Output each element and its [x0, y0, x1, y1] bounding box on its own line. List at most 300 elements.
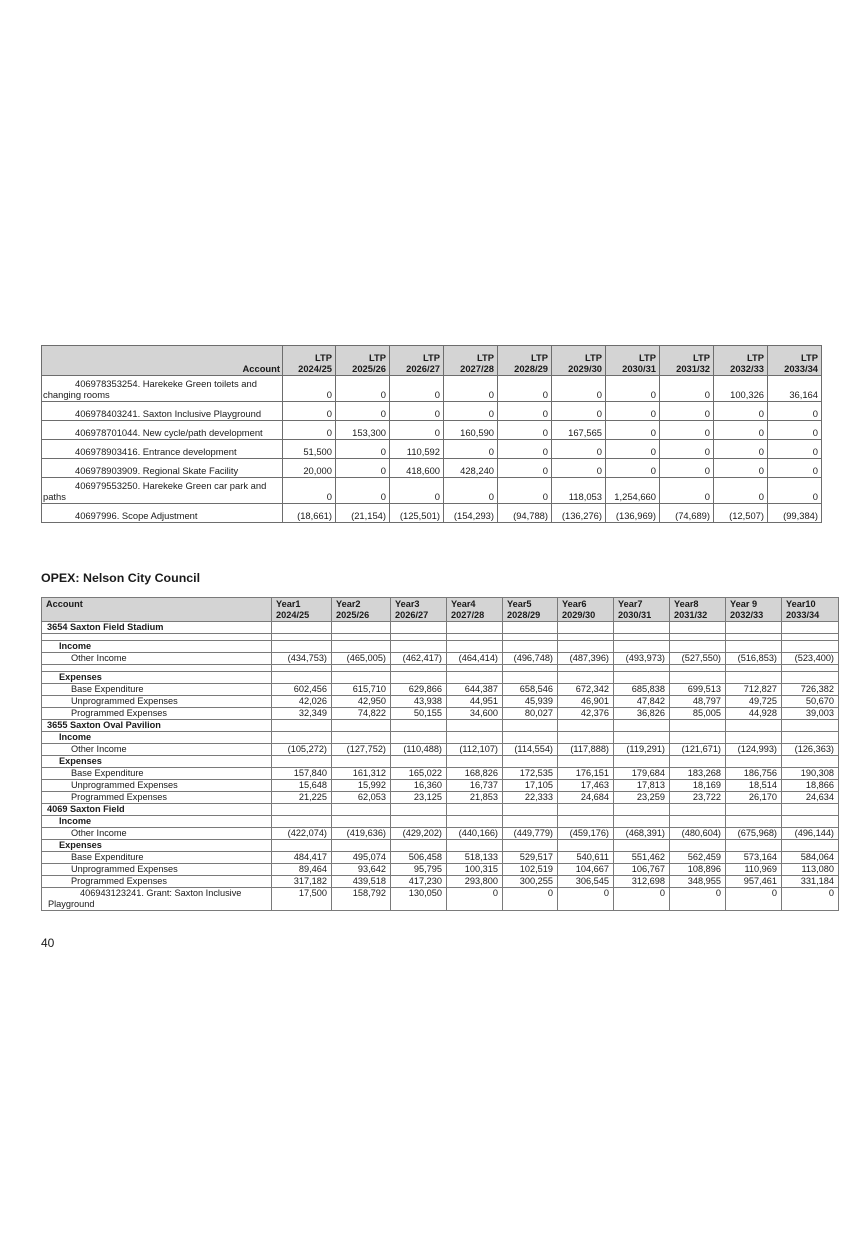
opex-value-cell [558, 732, 614, 744]
opex-header-year: Year1 2024/25 [272, 598, 332, 622]
opex-value-cell: 629,866 [391, 684, 447, 696]
opex-value-cell [670, 672, 726, 684]
capex-account-cell: 40697996. Scope Adjustment [42, 504, 283, 523]
capex-row [42, 440, 822, 459]
opex-value-cell: 157,840 [272, 768, 332, 780]
opex-value-cell: (117,888) [558, 744, 614, 756]
opex-value-cell [447, 804, 503, 816]
opex-label-cell: Other Income [42, 828, 272, 840]
opex-value-cell [503, 634, 558, 641]
opex-header-year: Year6 2029/30 [558, 598, 614, 622]
opex-value-cell [782, 641, 839, 653]
opex-value-cell: (487,396) [558, 653, 614, 665]
opex-value-cell: 100,315 [447, 864, 503, 876]
opex-value-cell [391, 804, 447, 816]
opex-row-grp [42, 840, 839, 852]
opex-value-cell [391, 720, 447, 732]
opex-value-cell: 18,866 [782, 780, 839, 792]
opex-value-cell [447, 665, 503, 672]
opex-value-cell [558, 622, 614, 634]
capex-value-cell: 0 [283, 376, 336, 402]
opex-value-cell [670, 622, 726, 634]
opex-value-cell [726, 732, 782, 744]
capex-value-cell: 418,600 [390, 459, 444, 478]
opex-value-cell: 300,255 [503, 876, 558, 888]
opex-section-heading: OPEX: Nelson City Council [41, 571, 201, 585]
opex-value-cell [391, 641, 447, 653]
capex-value-cell: (136,276) [552, 504, 606, 523]
opex-value-cell [782, 634, 839, 641]
opex-value-cell: 106,767 [614, 864, 670, 876]
opex-value-cell: 17,105 [503, 780, 558, 792]
opex-value-cell: 699,513 [670, 684, 726, 696]
capex-header-year: LTP 2026/27 [390, 346, 444, 376]
opex-header-year: Year7 2030/31 [614, 598, 670, 622]
opex-value-cell [726, 622, 782, 634]
capex-header-year: LTP 2025/26 [336, 346, 390, 376]
opex-value-cell [503, 732, 558, 744]
opex-value-cell: 658,546 [503, 684, 558, 696]
opex-value-cell: 89,464 [272, 864, 332, 876]
capex-value-cell: 0 [714, 478, 768, 504]
opex-value-cell: 672,342 [558, 684, 614, 696]
opex-value-cell: 95,795 [391, 864, 447, 876]
opex-value-cell: 0 [782, 888, 839, 911]
opex-header-year: Year4 2027/28 [447, 598, 503, 622]
opex-table [41, 597, 839, 911]
opex-value-cell [782, 720, 839, 732]
opex-header-year: Year3 2026/27 [391, 598, 447, 622]
opex-value-cell: 495,074 [332, 852, 391, 864]
opex-value-cell: 312,698 [614, 876, 670, 888]
opex-value-cell [726, 720, 782, 732]
capex-value-cell: 0 [768, 421, 822, 440]
opex-value-cell [272, 732, 332, 744]
opex-value-cell [447, 732, 503, 744]
capex-value-cell: 0 [498, 376, 552, 402]
opex-value-cell [558, 665, 614, 672]
capex-account-cell: 406978353254. Harekeke Green toilets and changing rooms [42, 376, 283, 402]
capex-value-cell: 0 [768, 440, 822, 459]
opex-value-cell [391, 665, 447, 672]
opex-row-it [42, 684, 839, 696]
opex-value-cell: 15,648 [272, 780, 332, 792]
opex-value-cell: 42,950 [332, 696, 391, 708]
opex-header-year: Year8 2031/32 [670, 598, 726, 622]
capex-header-account: Account [42, 346, 283, 376]
opex-label-cell: Base Expenditure [42, 852, 272, 864]
opex-value-cell: 165,022 [391, 768, 447, 780]
capex-header-year: LTP 2032/33 [714, 346, 768, 376]
opex-value-cell [503, 840, 558, 852]
opex-value-cell: 110,969 [726, 864, 782, 876]
capex-value-cell: 0 [336, 440, 390, 459]
opex-value-cell [726, 840, 782, 852]
opex-value-cell: 0 [726, 888, 782, 911]
capex-value-cell: 0 [498, 421, 552, 440]
opex-value-cell: 62,053 [332, 792, 391, 804]
opex-header-year: Year 9 2032/33 [726, 598, 782, 622]
opex-value-cell [782, 816, 839, 828]
capex-value-cell: 0 [714, 440, 768, 459]
capex-value-cell: 153,300 [336, 421, 390, 440]
capex-header-year: LTP 2028/29 [498, 346, 552, 376]
opex-label-cell: Programmed Expenses [42, 708, 272, 720]
opex-value-cell [272, 756, 332, 768]
capex-value-cell: (12,507) [714, 504, 768, 523]
capex-account-cell: 406978903416. Entrance development [42, 440, 283, 459]
opex-value-cell: 50,155 [391, 708, 447, 720]
opex-value-cell: 0 [503, 888, 558, 911]
opex-value-cell: (114,554) [503, 744, 558, 756]
opex-value-cell [447, 720, 503, 732]
opex-value-cell: 17,463 [558, 780, 614, 792]
capex-value-cell: 100,326 [714, 376, 768, 402]
opex-value-cell [503, 804, 558, 816]
opex-value-cell: 85,005 [670, 708, 726, 720]
capex-row [42, 402, 822, 421]
opex-row-it [42, 708, 839, 720]
opex-value-cell: 186,756 [726, 768, 782, 780]
opex-value-cell [782, 804, 839, 816]
opex-value-cell: 18,169 [670, 780, 726, 792]
opex-value-cell: 50,670 [782, 696, 839, 708]
opex-value-cell: 602,456 [272, 684, 332, 696]
opex-value-cell: (468,391) [614, 828, 670, 840]
opex-value-cell: (459,176) [558, 828, 614, 840]
opex-value-cell [332, 641, 391, 653]
opex-value-cell [272, 804, 332, 816]
opex-value-cell: 23,722 [670, 792, 726, 804]
opex-value-cell: 17,500 [272, 888, 332, 911]
capex-value-cell: 167,565 [552, 421, 606, 440]
opex-value-cell [726, 665, 782, 672]
opex-value-cell: (419,636) [332, 828, 391, 840]
capex-account-cell: 406978403241. Saxton Inclusive Playground [42, 402, 283, 421]
opex-value-cell [726, 816, 782, 828]
opex-value-cell: (126,363) [782, 744, 839, 756]
opex-value-cell [726, 634, 782, 641]
opex-value-cell: 293,800 [447, 876, 503, 888]
opex-value-cell: (429,202) [391, 828, 447, 840]
capex-value-cell: 0 [444, 402, 498, 421]
opex-value-cell [614, 622, 670, 634]
opex-value-cell: 42,026 [272, 696, 332, 708]
capex-value-cell: (21,154) [336, 504, 390, 523]
opex-row-gap [42, 665, 839, 672]
opex-row-grp [42, 672, 839, 684]
capex-value-cell: 0 [660, 440, 714, 459]
opex-value-cell: 46,901 [558, 696, 614, 708]
opex-value-cell: 176,151 [558, 768, 614, 780]
opex-value-cell [332, 804, 391, 816]
opex-value-cell [670, 665, 726, 672]
opex-label-cell: Income [42, 641, 272, 653]
opex-value-cell: 130,050 [391, 888, 447, 911]
capex-value-cell: 0 [660, 421, 714, 440]
opex-value-cell: 23,125 [391, 792, 447, 804]
opex-value-cell: 18,514 [726, 780, 782, 792]
capex-value-cell: 0 [390, 421, 444, 440]
opex-value-cell [272, 672, 332, 684]
opex-value-cell [272, 622, 332, 634]
opex-row-grp [42, 641, 839, 653]
opex-value-cell: (675,968) [726, 828, 782, 840]
opex-label-cell: Base Expenditure [42, 768, 272, 780]
capex-value-cell: 20,000 [283, 459, 336, 478]
opex-value-cell: 43,938 [391, 696, 447, 708]
opex-value-cell [558, 672, 614, 684]
capex-value-cell: 0 [390, 402, 444, 421]
opex-label-cell: Income [42, 816, 272, 828]
opex-value-cell: 685,838 [614, 684, 670, 696]
opex-label-cell: Programmed Expenses [42, 876, 272, 888]
opex-value-cell [272, 665, 332, 672]
capex-header-year: LTP 2033/34 [768, 346, 822, 376]
capex-header-year: LTP 2027/28 [444, 346, 498, 376]
opex-value-cell: 584,064 [782, 852, 839, 864]
capex-value-cell: 0 [283, 421, 336, 440]
opex-value-cell: 562,459 [670, 852, 726, 864]
opex-label-cell: 3655 Saxton Oval Pavilion [42, 720, 272, 732]
opex-value-cell: 0 [447, 888, 503, 911]
capex-table [41, 345, 822, 523]
opex-value-cell [391, 672, 447, 684]
opex-value-cell [391, 816, 447, 828]
capex-value-cell: 0 [336, 402, 390, 421]
capex-value-cell: 0 [660, 459, 714, 478]
opex-value-cell [332, 634, 391, 641]
capex-value-cell: 0 [606, 459, 660, 478]
opex-row-it [42, 828, 839, 840]
opex-value-cell [670, 732, 726, 744]
opex-value-cell [614, 672, 670, 684]
opex-value-cell: 179,684 [614, 768, 670, 780]
opex-value-cell: 26,170 [726, 792, 782, 804]
capex-value-cell: 51,500 [283, 440, 336, 459]
opex-value-cell [332, 732, 391, 744]
opex-value-cell [447, 816, 503, 828]
opex-value-cell: 108,896 [670, 864, 726, 876]
opex-label-cell [42, 665, 272, 672]
opex-value-cell [782, 672, 839, 684]
opex-value-cell [503, 641, 558, 653]
opex-value-cell [670, 816, 726, 828]
capex-value-cell: (125,501) [390, 504, 444, 523]
opex-value-cell [332, 840, 391, 852]
capex-value-cell: 0 [660, 478, 714, 504]
opex-value-cell: (434,753) [272, 653, 332, 665]
opex-value-cell: 49,725 [726, 696, 782, 708]
opex-row-it [42, 852, 839, 864]
opex-value-cell: 17,813 [614, 780, 670, 792]
opex-value-cell: 506,458 [391, 852, 447, 864]
opex-value-cell [614, 756, 670, 768]
capex-value-cell: 0 [768, 459, 822, 478]
opex-value-cell [614, 732, 670, 744]
opex-value-cell [670, 840, 726, 852]
opex-header-row [42, 598, 839, 622]
opex-header-year: Year2 2025/26 [332, 598, 391, 622]
capex-value-cell: 0 [552, 440, 606, 459]
opex-label-cell: Other Income [42, 744, 272, 756]
opex-value-cell [782, 840, 839, 852]
opex-value-cell: 16,360 [391, 780, 447, 792]
opex-value-cell [558, 720, 614, 732]
capex-value-cell: 0 [498, 402, 552, 421]
page-number: 40 [41, 936, 55, 950]
opex-value-cell: 551,462 [614, 852, 670, 864]
opex-value-cell [447, 641, 503, 653]
opex-value-cell [614, 816, 670, 828]
opex-value-cell: 183,268 [670, 768, 726, 780]
opex-row-sec [42, 720, 839, 732]
capex-value-cell: 1,254,660 [606, 478, 660, 504]
opex-label-cell: 3654 Saxton Field Stadium [42, 622, 272, 634]
capex-value-cell: 0 [390, 478, 444, 504]
opex-value-cell: 42,376 [558, 708, 614, 720]
opex-value-cell: (464,414) [447, 653, 503, 665]
opex-value-cell [614, 720, 670, 732]
opex-row-it [42, 876, 839, 888]
opex-value-cell [503, 816, 558, 828]
capex-value-cell: 0 [552, 402, 606, 421]
capex-value-cell: 0 [444, 478, 498, 504]
capex-value-cell: 0 [606, 440, 660, 459]
capex-value-cell: 0 [768, 478, 822, 504]
opex-value-cell [558, 816, 614, 828]
opex-header-account: Account [42, 598, 272, 622]
opex-row-sec [42, 622, 839, 634]
opex-value-cell [614, 840, 670, 852]
capex-header-year: LTP 2029/30 [552, 346, 606, 376]
opex-value-cell: (523,400) [782, 653, 839, 665]
opex-value-cell: (119,291) [614, 744, 670, 756]
opex-row-it [42, 768, 839, 780]
capex-value-cell: 0 [768, 402, 822, 421]
capex-value-cell: (74,689) [660, 504, 714, 523]
opex-value-cell: 573,164 [726, 852, 782, 864]
opex-row-it [42, 696, 839, 708]
capex-value-cell: 0 [444, 440, 498, 459]
opex-value-cell [391, 634, 447, 641]
opex-value-cell: 484,417 [272, 852, 332, 864]
opex-value-cell [614, 634, 670, 641]
opex-value-cell [332, 720, 391, 732]
capex-value-cell: 0 [606, 376, 660, 402]
opex-value-cell [391, 732, 447, 744]
opex-row-it [42, 653, 839, 665]
opex-label-cell: Base Expenditure [42, 684, 272, 696]
capex-value-cell: 0 [498, 478, 552, 504]
opex-value-cell: 0 [670, 888, 726, 911]
opex-value-cell [782, 732, 839, 744]
opex-value-cell [782, 622, 839, 634]
capex-value-cell: 0 [714, 402, 768, 421]
opex-value-cell: 39,003 [782, 708, 839, 720]
opex-value-cell [558, 634, 614, 641]
capex-value-cell: 110,592 [390, 440, 444, 459]
opex-row-it [42, 780, 839, 792]
opex-value-cell: (462,417) [391, 653, 447, 665]
opex-value-cell [503, 720, 558, 732]
opex-value-cell: 15,992 [332, 780, 391, 792]
capex-value-cell: 0 [498, 440, 552, 459]
opex-value-cell [332, 816, 391, 828]
opex-value-cell: 113,080 [782, 864, 839, 876]
capex-value-cell: 0 [283, 402, 336, 421]
opex-value-cell: 23,259 [614, 792, 670, 804]
capex-value-cell: 0 [336, 478, 390, 504]
opex-value-cell: (493,973) [614, 653, 670, 665]
opex-header-year: Year10 2033/34 [782, 598, 839, 622]
opex-value-cell: (440,166) [447, 828, 503, 840]
opex-value-cell: 172,535 [503, 768, 558, 780]
capex-row [42, 478, 822, 504]
opex-value-cell: 16,737 [447, 780, 503, 792]
opex-value-cell: (121,671) [670, 744, 726, 756]
opex-value-cell [272, 816, 332, 828]
opex-value-cell: 957,461 [726, 876, 782, 888]
opex-value-cell: (449,779) [503, 828, 558, 840]
capex-row [42, 504, 822, 523]
opex-value-cell [670, 804, 726, 816]
opex-value-cell: 0 [558, 888, 614, 911]
opex-value-cell [670, 634, 726, 641]
opex-label-cell: Unprogrammed Expenses [42, 780, 272, 792]
opex-value-cell: 168,826 [447, 768, 503, 780]
opex-row-it [42, 864, 839, 876]
opex-value-cell [391, 622, 447, 634]
opex-value-cell [272, 634, 332, 641]
opex-value-cell: 104,667 [558, 864, 614, 876]
opex-value-cell [447, 622, 503, 634]
capex-value-cell: 0 [498, 459, 552, 478]
capex-value-cell: 0 [336, 459, 390, 478]
opex-value-cell [558, 641, 614, 653]
capex-value-cell: (154,293) [444, 504, 498, 523]
opex-value-cell: 439,518 [332, 876, 391, 888]
opex-value-cell: 158,792 [332, 888, 391, 911]
opex-value-cell: 24,684 [558, 792, 614, 804]
opex-value-cell: 331,184 [782, 876, 839, 888]
opex-value-cell: 190,308 [782, 768, 839, 780]
opex-value-cell: 44,951 [447, 696, 503, 708]
opex-value-cell: (465,005) [332, 653, 391, 665]
opex-value-cell [332, 665, 391, 672]
opex-value-cell: 644,387 [447, 684, 503, 696]
capex-value-cell: 428,240 [444, 459, 498, 478]
capex-account-cell: 406979553250. Harekeke Green car park and paths [42, 478, 283, 504]
opex-value-cell: (496,144) [782, 828, 839, 840]
opex-label-cell: Expenses [42, 672, 272, 684]
opex-value-cell: 21,225 [272, 792, 332, 804]
opex-value-cell: 34,600 [447, 708, 503, 720]
opex-value-cell [447, 840, 503, 852]
opex-value-cell [782, 665, 839, 672]
capex-account-cell: 406978903909. Regional Skate Facility [42, 459, 283, 478]
capex-row [42, 421, 822, 440]
opex-value-cell [614, 665, 670, 672]
opex-value-cell [447, 634, 503, 641]
opex-value-cell [503, 665, 558, 672]
opex-value-cell: (127,752) [332, 744, 391, 756]
opex-value-cell [726, 672, 782, 684]
opex-label-cell: 4069 Saxton Field [42, 804, 272, 816]
opex-value-cell: 161,312 [332, 768, 391, 780]
opex-value-cell: (105,272) [272, 744, 332, 756]
capex-value-cell: (136,969) [606, 504, 660, 523]
